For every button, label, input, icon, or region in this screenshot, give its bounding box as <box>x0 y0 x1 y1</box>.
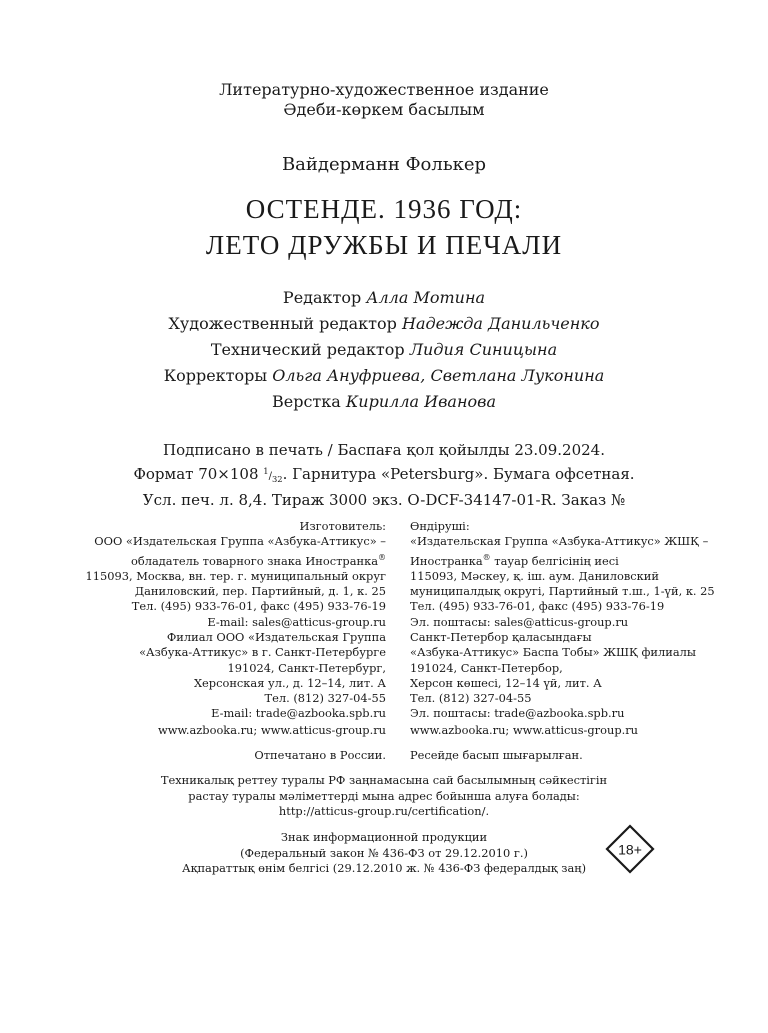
credit-person: Надежда Данильченко <box>402 314 600 333</box>
credit-person: Алла Мотина <box>366 288 486 307</box>
address-line: Даниловский, пер. Партийный, д. 1, к. 25 <box>134 583 386 598</box>
printed-in-russia: Отпечатано в России. <box>254 748 386 762</box>
printed-in-russia-kz: Ресейде басып шығарылған. <box>410 748 583 762</box>
email-line: E-mail: sales@atticus-group.ru <box>207 614 386 629</box>
credit-tech-editor <box>0 337 768 363</box>
address-line: 191024, Санкт-Петербор, <box>410 660 563 675</box>
manufacturer-ru <box>85 519 386 630</box>
websites-kz: www.azbooka.ru; www.atticus-group.ru <box>410 723 639 737</box>
book-title-line-2: ЛЕТО ДРУЖБЫ И ПЕЧАЛИ <box>205 230 563 260</box>
certification-note <box>0 773 768 820</box>
email-line: E-mail: trade@azbooka.spb.ru <box>211 706 386 721</box>
phone-line: Тел. (495) 933-76-01, факс (495) 933-76-19 <box>410 599 665 614</box>
branch-name: «Азбука-Аттикус» Баспа Тобы» ЖШҚ филиалы <box>410 645 696 660</box>
manufacturer-name: ООО «Издательская Группа «Азбука-Аттикус» – <box>94 534 386 549</box>
branch-ru <box>139 630 386 722</box>
address-line: Херсонская ул., д. 12–14, лит. А <box>193 675 386 690</box>
edition-type-kz: Әдеби-көркем басылым <box>283 100 485 119</box>
credit-editor <box>0 285 768 311</box>
certification-line: Техникалық реттеу туралы РФ заңнамасына сай басылымның сәйкестігін <box>160 773 608 787</box>
trademark-text: Иностранка <box>410 553 483 568</box>
age-rating-label: 18+ <box>618 841 642 858</box>
trademark-text: обладатель товарного знака Иностранка <box>131 553 378 568</box>
manufacturer-kz <box>410 519 715 630</box>
format-fraction: $^1/_{32}$ <box>263 466 283 484</box>
credit-role: Технический редактор <box>210 340 405 359</box>
format-prefix: Формат 70×108 <box>133 465 259 483</box>
certification-line: растау туралы мәліметтерді мына адрес бойынша алуға болады: <box>188 788 580 803</box>
format-line <box>0 461 768 490</box>
address-line: 115093, Москва, вн. тер. г. муниципальный округ <box>85 568 386 583</box>
credit-person: Кирилла Иванова <box>345 392 496 411</box>
trademark-line <box>410 550 715 569</box>
author-name: Вайдерманн Фолькер <box>281 154 487 175</box>
manufacturer-label: Өндіруші: <box>410 519 470 533</box>
info-sign-line: Ақпараттық өнім белгісі (29.12.2010 ж. № 436-ФЗ федералдық заң) <box>181 861 587 875</box>
credits-list <box>0 285 768 415</box>
address-line: Херсон көшесі, 12–14 үй, лит. А <box>410 675 602 690</box>
format-suffix: . Гарнитура «Petersburg». Бумага офсетная. <box>282 465 635 483</box>
manufacturer-label: Изготовитель: <box>299 519 386 533</box>
branch-name: Санкт-Петербор қаласындағы <box>410 630 592 644</box>
phone-line: Тел. (812) 327-04-55 <box>410 691 532 706</box>
signed-to-print: Подписано в печать / Баспаға қол қойылды 23.09.2024. <box>163 441 605 459</box>
address-line: муниципалдық округі, Партийный т.ш., 1-үй, к. 25 <box>410 583 715 598</box>
fraction-denominator: 32 <box>271 474 283 484</box>
certification-url: http://atticus-group.ru/certification/. <box>278 804 490 818</box>
address-line: 115093, Мәскеу, қ. іш. аум. Даниловский <box>410 568 659 583</box>
branch-kz <box>410 630 696 722</box>
manufacturer-name: «Издательская Группа «Азбука-Аттикус» ЖШҚ – <box>410 534 709 549</box>
registered-mark: ® <box>378 552 386 562</box>
email-line: Эл. поштасы: sales@atticus-group.ru <box>410 614 629 629</box>
print-run-line: Усл. печ. л. 8,4. Тираж 3000 экз. O-DCF-34147-01-R. Заказ № <box>142 491 626 509</box>
print-info <box>0 440 768 511</box>
credit-person: Лидия Синицына <box>409 340 558 359</box>
address-line: 191024, Санкт-Петербург, <box>227 660 386 675</box>
fraction-numerator: 1 <box>263 466 269 476</box>
credit-art-editor <box>0 311 768 337</box>
book-title <box>0 191 768 263</box>
edition-type <box>0 80 768 120</box>
age-rating-icon <box>605 824 655 874</box>
trademark-line <box>85 550 386 569</box>
trademark-suffix: тауар белгісінің иесі <box>490 553 619 568</box>
branch-name: Филиал ООО «Издательская Группа <box>166 630 386 644</box>
branch-name: «Азбука-Аттикус» в г. Санкт-Петербурге <box>139 645 386 660</box>
phone-line: Тел. (812) 327-04-55 <box>264 691 386 706</box>
registered-mark: ® <box>482 552 491 562</box>
websites-ru: www.azbooka.ru; www.atticus-group.ru <box>157 723 386 737</box>
credit-proofreaders <box>0 363 768 389</box>
credit-role: Верстка <box>272 392 341 411</box>
credit-person: Ольга Ануфриева, Светлана Луконина <box>272 366 605 385</box>
email-line: Эл. поштасы: trade@azbooka.spb.ru <box>410 706 625 721</box>
credit-role: Художественный редактор <box>168 314 397 333</box>
phone-line: Тел. (495) 933-76-01, факс (495) 933-76-19 <box>131 599 386 614</box>
credit-layout <box>0 389 768 415</box>
info-sign-line: Знак информационной продукции <box>280 830 488 844</box>
credit-role: Корректоры <box>163 366 268 385</box>
info-sign-line: (Федеральный закон № 436-ФЗ от 29.12.2010 г.) <box>240 845 528 860</box>
book-title-line-1: ОСТЕНДЕ. 1936 ГОД: <box>245 194 523 224</box>
credit-role: Редактор <box>282 288 362 307</box>
edition-type-ru: Литературно-художественное издание <box>219 80 549 99</box>
